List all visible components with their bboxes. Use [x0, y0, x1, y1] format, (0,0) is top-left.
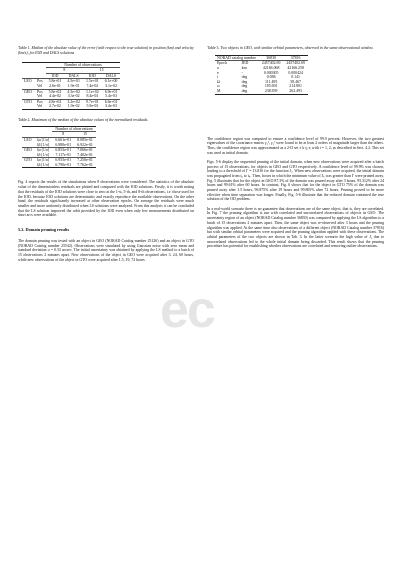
param-label: deg — [241, 79, 248, 84]
table-cell: 3.1e-02 — [105, 83, 117, 88]
table-cell: 0.086 — [266, 75, 276, 80]
table-cell: 6.6e+01 — [104, 99, 118, 104]
quantity-label: ξδ [1/σ] — [37, 152, 50, 157]
right-column — [207, 0, 384, 249]
body-paragraph: In a real-world scenario there is no guarantee that observations are of the same object, that is, they are correlated. In Fig. 7 the pruning algorithm is run with correlated and uncorrelated observations of objects in GEO. The uncertainty region of an object (NORAD Catalog number 36830) was computed by applying the LS algorithm to a batch of 15 observations 2 minutes apart. Then, the same object was re-observed after 3 hours and the pruning algorithm was applied. At the same time also observations of a different object (NORAD Catalog number 37816) but with similar orbital parameters were acquired and the pruning algorithm applied with these observations. The orbital parameters of the two objects are shown in Tab. 3. In the latter scenario the high value of J₂ due to uncorrelated observations led to the whole initial domain being discarded. This result shows that the pruning procedure has potential for establishing whether observations are correlated and removing outlier observations. — [207, 206, 384, 249]
table-cell: 2457402.69 — [286, 61, 305, 66]
table-cell: 6.853e-01 — [55, 148, 72, 153]
table-cell: 111.495 — [264, 79, 278, 84]
table1-method-header: DALS — [68, 73, 79, 78]
orbit-label: GEO — [24, 89, 32, 94]
table3-header: 36830 — [266, 55, 277, 60]
orbit-label: LEO — [24, 79, 32, 84]
table-cell: 7.250e-01 — [77, 158, 93, 163]
quantity-label: ξα [1/σ] — [37, 148, 50, 153]
table3 — [215, 55, 308, 95]
param-label: ω — [217, 84, 220, 89]
watermark-logo: ec — [160, 281, 214, 339]
table-cell: 6.980e-01 — [55, 142, 72, 147]
param-label: M — [217, 88, 221, 93]
table3-header: NORAD catalog number — [217, 55, 256, 60]
table2-n-header: 8 — [62, 132, 65, 137]
table-row — [22, 163, 96, 168]
table-cell: 3.4e-03 — [105, 104, 117, 109]
table-cell: 7.4e-02 — [86, 83, 99, 88]
table-cell: 7.066e-01 — [77, 148, 93, 153]
table-cell: 262.493 — [289, 88, 302, 93]
table1-n-header: 8 — [46, 68, 83, 74]
param-label: e — [217, 70, 219, 75]
table-cell: 6.9e+01 — [104, 89, 118, 94]
table-row — [22, 104, 120, 109]
table3-caption: Table 3. Two objects in GEO, with similar orbital parameters, observed in the same observational window. — [207, 46, 374, 50]
table-cell: 8.085e-01 — [77, 137, 93, 142]
table-cell: 1.9e-01 — [67, 83, 80, 88]
body-paragraph: The confidence region was computed to ensure a confidence level of 99.9 percent. However, the two greatest eigenvalues of the covariance matrix γ₁², γ₂² were found to be at least 2 orders of magnitude larger than the others. Thus, the confidence region was approximated as a 2-D set ± k γᵢ eᵢ with i = 1, 2, as described in Sect. 4.2. This set was used as initial domain. — [207, 136, 384, 155]
body-paragraph: Figs. 5-6 display the sequential pruning of the initial domain, when new observations were acquired after a batch process of 15 observations, for objects in GEO and GTO respectively. A confidence level of 99.9% was chosen, leading to a threshold of Γ = 13.816 for the function J₂. When new observations were acquired, the initial domain was propagated from t₀ to tₖ. Then, boxes in which the minimum value of Jₖ was greater than Γ were pruned away. Fig. 5 illustrates that for the object in GEO 87.3% of the domain was pruned away after 3 hours, 95.312% after 24 hours and 99.61% after 60 hours. In contrast, Fig. 6 shows that for the object in GTO 75% of the domain was pruned away after 1.5 hours, 96.875% after 19 hours and 99.805% after 72 hours. Pruning proved to be more effective when time separation was longer. Finally, Fig. 5-6 illustrate that the reduced domain contained the true solution of the OD problem. — [207, 159, 384, 202]
param-label: deg — [241, 75, 248, 80]
table3-header: 37816 — [290, 55, 301, 60]
table-cell: 5.9e-03 — [86, 104, 99, 109]
table-cell: 9.7e+01 — [86, 99, 99, 104]
orbit-label — [22, 163, 35, 168]
table-cell: 4.8e+02 — [48, 99, 62, 104]
table-cell: 4.4e-02 — [49, 94, 61, 99]
quantity-label: Pos — [37, 79, 43, 84]
table2-n-header: 15 — [83, 132, 87, 137]
quantity-label: ξα [1/σ] — [37, 137, 50, 142]
orbit-label: GTO — [24, 99, 32, 104]
table-cell: 0.141 — [291, 75, 301, 80]
param-label: deg — [241, 84, 248, 89]
table-cell: 4.5e+02 — [67, 89, 80, 94]
table-cell: 6.922e-01 — [77, 142, 93, 147]
quantity-label: ξδ [1/σ] — [37, 162, 50, 167]
table-cell: 238.839 — [264, 88, 278, 93]
table-cell: 7.402e-01 — [77, 152, 93, 157]
table-cell: 2457402.69 — [261, 61, 281, 66]
body-paragraph: The domain pruning was tested with an object in GEO (NORAD Catalog number 25126) and an object in GTO (NORAD Catalog number 25542). Observations were simulated by using Gaussian noise with zero mean and standard deviation σ = 0.33 arcsec. The initial uncertainty was obtained by applying the LS method to a batch of 15 observations 2 minutes apart. New observations of the object in GEO were acquired after 3, 24, 60 hours, while new observations of the object in GTO were acquired after 1.5, 19, 72 hours. — [18, 238, 194, 262]
table-cell: 1.9e-02 — [67, 104, 80, 109]
table-cell: 6.955e-01 — [55, 158, 72, 163]
table1-method-header: IOD — [88, 73, 96, 78]
table1-method-header: DALS — [105, 73, 117, 78]
param-label: km — [241, 65, 247, 70]
table-cell: 5.8e+01 — [48, 79, 62, 84]
orbit-label: GTO — [24, 158, 32, 163]
table-cell: 6.661e-01 — [55, 137, 72, 142]
quantity-label: ξα [1/σ] — [37, 158, 50, 163]
table2-caption: Table 2. Maximum of the median of the absolute values of the normalized residuals. — [18, 117, 149, 122]
param-label: JED — [241, 61, 249, 66]
table-cell: 8.4e-03 — [86, 94, 99, 99]
table-cell: 2.6e-01 — [49, 83, 61, 88]
table-cell: 3.2e+02 — [67, 99, 80, 104]
param-label: Ω — [217, 79, 220, 84]
table-cell: 58.467 — [290, 79, 301, 84]
table1-caption: Table 1. Median of the absolute value of the error (with respect to the true solution) in position (km) and velocity (km/s), for IOD and DALS solutions — [18, 46, 194, 55]
table2-group-header: Number of observations — [52, 126, 96, 132]
table-cell: 1.1e+02 — [86, 89, 99, 94]
table1-method-header: IOD — [51, 73, 59, 78]
table-cell: 5.4e-03 — [105, 94, 117, 99]
orbit-label — [22, 104, 35, 109]
quantity-label: ξδ [1/σ] — [37, 142, 50, 147]
table-cell: 0.000424 — [288, 70, 303, 75]
quantity-label: Pos — [37, 99, 43, 104]
quantity-label: Vel — [37, 94, 43, 99]
param-label: deg — [241, 88, 248, 93]
table-row — [22, 94, 120, 99]
left-column — [18, 0, 194, 262]
table1-n-header: 15 — [83, 68, 120, 74]
table-cell: 1.5e+01 — [86, 79, 99, 84]
table1 — [22, 62, 120, 110]
quantity-label: Pos — [37, 89, 43, 94]
table-cell: 6.790e-01 — [55, 162, 72, 167]
table-cell: 185.691 — [264, 84, 278, 89]
table-cell: 7.117e-01 — [55, 152, 71, 157]
section-heading: 5.2. Domain pruning results — [18, 227, 70, 233]
table-cell: 0.000305 — [263, 70, 279, 75]
table-cell: 6.1e+00 — [104, 79, 118, 84]
table-cell: 42166.258 — [287, 65, 304, 70]
table-cell: 7.762e-01 — [77, 162, 93, 167]
table-cell: 4.5e+01 — [67, 79, 80, 84]
param-label: Epoch — [217, 61, 227, 66]
param-label: a — [217, 65, 219, 70]
body-paragraph: Fig. 4 reports the results of the simulations when 8 observations were considered. The statistics of the absolute value of the dimensionless residuals are plotted and compared with the IOD solutions. Firstly, it is worth noting that the residuals of the IOD solutions were close to zero at the 1-st, 5-th, and 8-th observations, i.e. those used for the IOD, because IOD solutions are deterministic and exactly reproduce the available observations. On the other hand, the residuals significantly increased at other observation epochs. On average the residuals were much smaller and more uniformly distributed when LS solutions were analyzed. From this analysis it can be concluded that the LS solution improved the orbit provided by the IOD even when only few measurements distributed on short arcs were available. — [18, 180, 194, 218]
table-row — [215, 89, 308, 94]
table-cell: 3.3e-02 — [67, 94, 80, 99]
table1-group-header: Number of observations — [46, 62, 121, 68]
table-cell: 2.7e-02 — [49, 104, 61, 109]
table-row — [22, 84, 120, 89]
orbit-label: LEO — [24, 137, 32, 142]
param-label: - — [241, 70, 243, 75]
table2 — [22, 126, 96, 169]
param-label: i — [217, 75, 219, 80]
orbit-label: GEO — [24, 148, 32, 153]
table-cell: 5.8e+02 — [48, 89, 62, 94]
table-cell: 42166.068 — [262, 65, 280, 70]
table-cell: 214.801 — [289, 84, 302, 89]
quantity-label: Vel — [37, 83, 43, 88]
quantity-label: Vel — [37, 104, 43, 109]
